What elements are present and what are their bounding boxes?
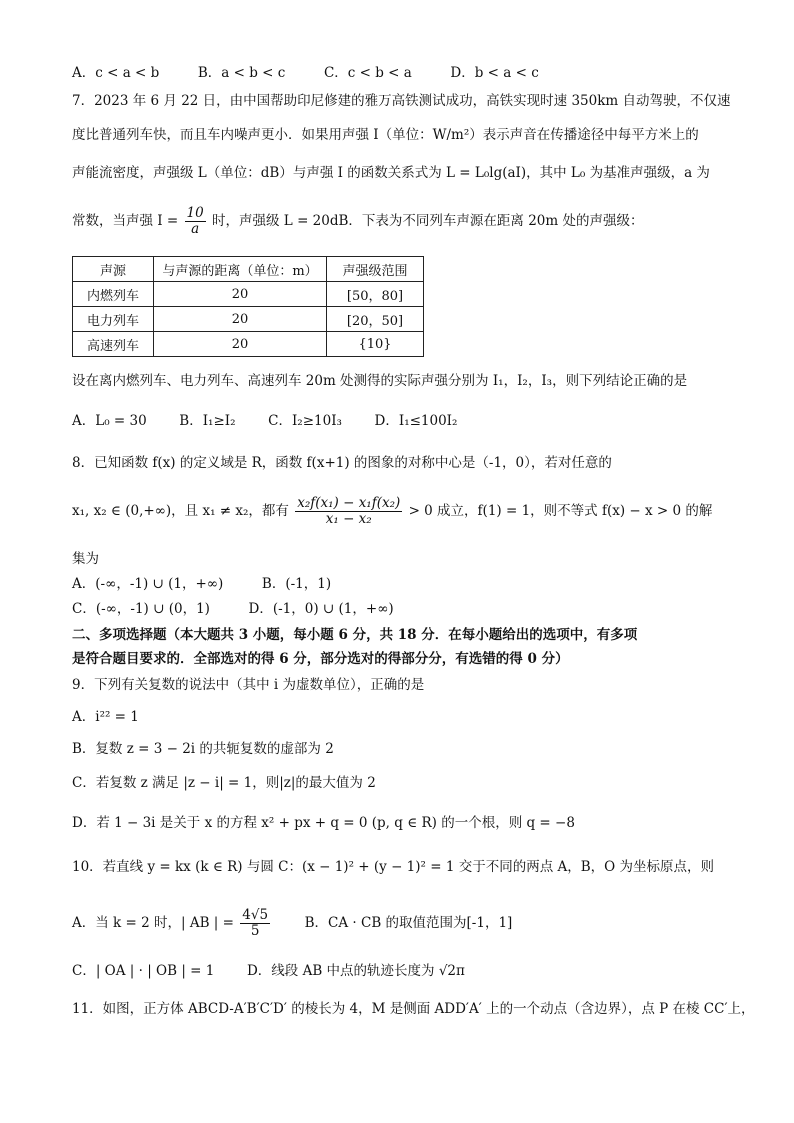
q7-line-1: 7．2023 年 6 月 22 日，由中国帮助印尼修建的雅万高铁测试成功，高铁实现时速 350km 自动驾驶，不仅速 [72,93,731,109]
q8-option-a: A．(-∞，-1) ∪ (1，+∞) [72,576,224,592]
q9-option-d: D．若 1 − 3i 是关于 x 的方程 x² + px + q = 0 (p, q ∈ R) 的一个根，则 q = −8 [72,815,575,831]
table-cell: 内燃列车 [73,282,154,307]
q6-option-b: B．a < b < c [197,65,286,81]
q7-line-4 [72,206,643,237]
q7-options [72,412,457,430]
table-cell: [50，80] [327,282,424,307]
q10-options-row-2 [72,962,465,980]
section-2-heading-line-2: 是符合题目要求的．全部选对的得 6 分，部分选对的得部分分，有选错的得 0 分） [72,651,569,667]
q8-line-1: 8．已知函数 f(x) 的定义域是 R，函数 f(x+1) 的图象的对称中心是（-1，0），若对任意的 [72,455,612,471]
q7-fraction [185,206,206,237]
q8-line-3: 集为 [72,551,99,567]
q8-line-2-pre: x₁, x₂ ∈ (0,+∞)，且 x₁ ≠ x₂，都有 [72,503,289,519]
q10-option-a-pre: A．当 k = 2 时，| AB | = [72,915,234,931]
q6-option-c: C．c < b < a [323,65,412,81]
q9-option-b: B．复数 z = 3 − 2i 的共轭复数的虚部为 2 [72,741,334,757]
q8-fraction-denominator: x₁ − x₂ [325,511,372,527]
table-cell: 电力列车 [73,307,154,332]
table-header-cell: 与声源的距离（单位：m） [154,257,327,282]
q6-option-a: A．c < a < b [72,65,160,81]
table-cell: 高速列车 [73,332,154,357]
q7-line-5: 设在离内燃列车、电力列车、高速列车 20m 处测得的实际声强分别为 I₁，I₂，I₃，则下列结论正确的是 [72,373,688,389]
q8-options-row-2 [72,600,394,618]
table-header-cell: 声强级范围 [327,257,424,282]
q10-option-a-fraction [240,908,270,939]
q9-option-c: C．若复数 z 满足 |z − i| = 1，则|z|的最大值为 2 [72,775,376,791]
q10-options-row-1 [72,908,512,939]
table-row [73,332,424,357]
section-2-heading-line-1: 二、多项选择题（本大题共 3 小题，每小题 6 分，共 18 分．在每小题给出的选项中，有多项 [72,627,638,643]
q10-option-c: C．| OA | · | OB | = 1 [72,963,215,979]
q7-option-c: C．I₂≥10I₃ [268,413,342,429]
q9-stem: 9．下列有关复数的说法中（其中 i 为虚数单位），正确的是 [72,677,425,693]
q10-stem: 10．若直线 y = kx (k ∈ R) 与圆 C：(x − 1)² + (y − 1)² = 1 交于不同的两点 A，B，O 为坐标原点，则 [72,859,715,875]
table-row [73,282,424,307]
q7-option-b: B．I₁≥I₂ [179,413,236,429]
q10-fraction-denominator: 5 [250,923,260,939]
q7-fraction-denominator: a [191,221,200,237]
q8-fraction [295,496,402,527]
q7-fraction-numerator: 10 [186,205,204,221]
table-cell: {10} [327,332,424,357]
q8-line-2-post: > 0 成立，f(1) = 1，则不等式 f(x) − x > 0 的解 [408,503,713,519]
q7-line-2: 度比普通列车快，而且车内噪声更小．如果用声强 I（单位：W/m²）表示声音在传播途径中每平方米上的 [72,127,699,143]
table-header-cell: 声源 [73,257,154,282]
table-cell: 20 [154,332,327,357]
q8-option-b: B．(-1，1) [261,576,332,592]
q7-line-3: 声能流密度，声强级 L（单位：dB）与声强 I 的函数关系式为 L = L₀lg(aI)，其中 L₀ 为基准声强级，a 为 [72,165,710,181]
q7-line-4-post: 时，声强级 L = 20dB．下表为不同列车声源在距离 20m 处的声强级： [212,213,644,229]
q10-fraction-numerator: 4√5 [242,907,269,923]
table-cell: 20 [154,282,327,307]
q8-options-row-1 [72,575,331,593]
q10-option-d: D．线段 AB 中点的轨迹长度为 √2π [246,963,465,979]
q10-option-b: B．CA · CB 的取值范围为[-1，1] [304,915,513,931]
q7-option-a: A．L₀ = 30 [72,413,147,429]
table-header-row [73,257,424,282]
q7-option-d: D．I₁≤100I₂ [374,413,458,429]
table-cell: [20，50] [327,307,424,332]
q9-option-a: A．i²² = 1 [72,709,139,725]
q8-line-2 [72,496,712,527]
q6-options [72,64,539,82]
table-row [73,307,424,332]
q8-option-d: D．(-1，0) ∪ (1，+∞) [248,601,394,617]
q7-line-4-pre: 常数，当声强 I = [72,213,179,229]
table-cell: 20 [154,307,327,332]
q8-fraction-numerator: x₂f(x₁) − x₁f(x₂) [297,495,401,511]
q8-option-c: C．(-∞，-1) ∪ (0，1) [72,601,210,617]
sound-level-table [72,256,424,357]
q6-option-d: D．b < a < c [450,65,539,81]
q11-line-1: 11．如图，正方体 ABCD-A′B′C′D′ 的棱长为 4，M 是侧面 ADD′A′ 上的一个动点（含边界），点 P 在棱 CC′上， [72,1001,755,1017]
